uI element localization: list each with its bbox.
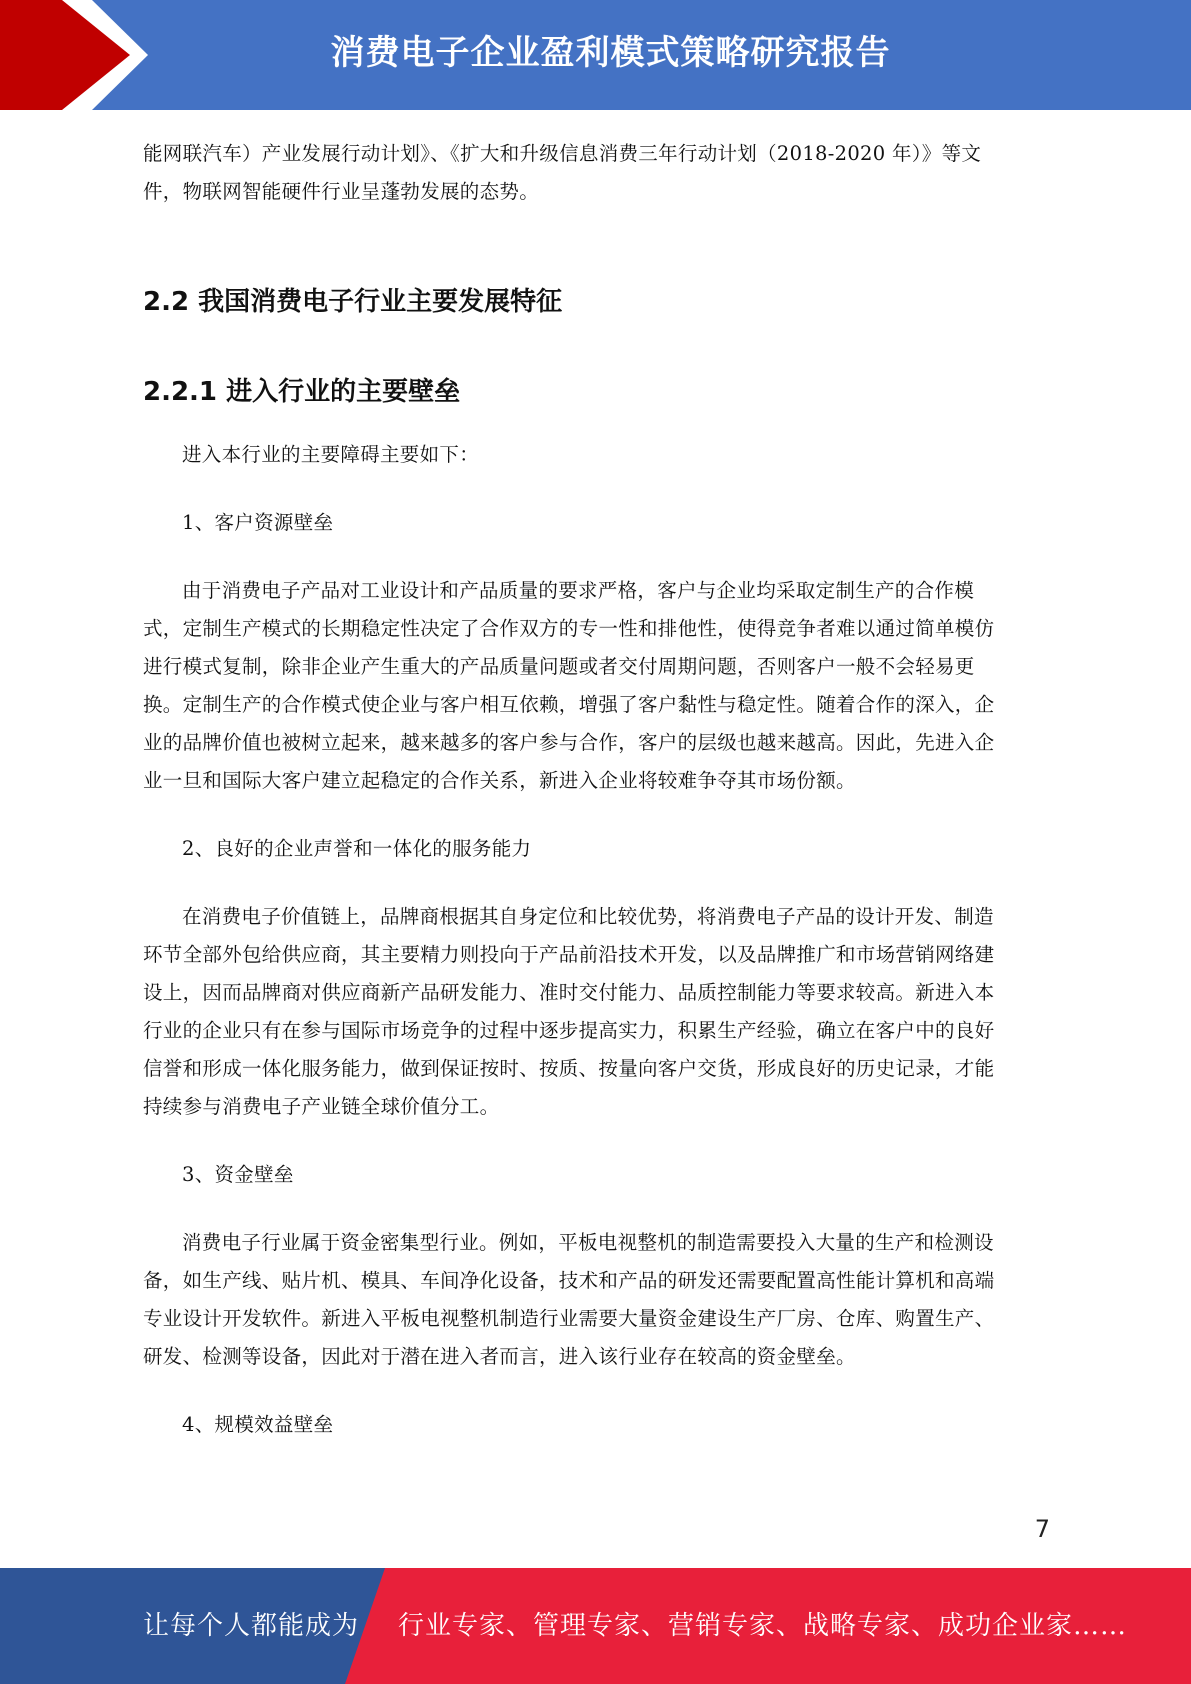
barrier-intro: 进入本行业的主要障碍主要如下： — [182, 443, 480, 466]
footer-banner — [0, 1568, 1191, 1684]
paragraph-line: 由于消费电子产品对工业设计和产品质量的要求严格，客户与企业均采取定制生产的合作模 — [182, 579, 975, 602]
item-4-title: 4、规模效益壁垒 — [182, 1413, 334, 1436]
paragraph-line: 备，如生产线、贴片机、模具、车间净化设备，技术和产品的研发还需要配置高性能计算机和高端 — [143, 1269, 995, 1292]
item-2-title: 2、良好的企业声誉和一体化的服务能力 — [182, 837, 532, 860]
item-2-paragraph — [143, 898, 1048, 1126]
paragraph-line: 行业的企业只有在参与国际市场竞争的过程中逐步提高实力，积累生产经验，确立在客户中的良好 — [143, 1019, 995, 1042]
paragraph-line: 换。定制生产的合作模式使企业与客户相互依赖，增强了客户黏性与稳定性。随着合作的深入，企 — [143, 693, 995, 716]
intro-line: 能网联汽车）产业发展行动计划》、《扩大和升级信息消费三年行动计划（2018-2020 年）》等文 — [143, 142, 982, 165]
paragraph-line: 消费电子行业属于资金密集型行业。例如，平板电视整机的制造需要投入大量的生产和检测设 — [182, 1231, 994, 1254]
item-1-title: 1、客户资源壁垒 — [182, 511, 334, 534]
paragraph-line: 进行模式复制，除非企业产生重大的产品质量问题或者交付周期问题，否则客户一般不会轻易更 — [143, 655, 975, 678]
item-3-title: 3、资金壁垒 — [182, 1163, 294, 1186]
paragraph-line: 专业设计开发软件。新进入平板电视整机制造行业需要大量资金建设生产厂房、仓库、购置生产、 — [143, 1307, 995, 1330]
intro-paragraph — [143, 135, 1048, 211]
header-banner — [0, 0, 1191, 110]
paragraph-line: 设上，因而品牌商对供应商新产品研发能力、准时交付能力、品质控制能力等要求较高。新进入本 — [143, 981, 995, 1004]
paragraph-line: 持续参与消费电子产业链全球价值分工。 — [143, 1095, 500, 1118]
paragraph-line: 在消费电子价值链上，品牌商根据其自身定位和比较优势，将消费电子产品的设计开发、制造 — [182, 905, 994, 928]
intro-line: 件，物联网智能硬件行业呈蓬勃发展的态势。 — [143, 180, 540, 203]
subsection-heading: 2.2.1 进入行业的主要壁垒 — [143, 377, 461, 407]
page-content — [143, 135, 1048, 1444]
item-3-paragraph — [143, 1224, 1048, 1376]
page-number: 7 — [1034, 1515, 1050, 1543]
paragraph-line: 业的品牌价值也被树立起来，越来越多的客户参与合作，客户的层级也越来越高。因此，先进入企 — [143, 731, 995, 754]
paragraph-line: 业一旦和国际大客户建立起稳定的合作关系，新进入企业将较难争夺其市场份额。 — [143, 769, 856, 792]
footer-slogan-left: 让每个人都能成为 — [143, 1611, 360, 1641]
item-1-paragraph — [143, 572, 1048, 800]
report-title: 消费电子企业盈利模式策略研究报告 — [330, 33, 891, 73]
section-heading: 2.2 我国消费电子行业主要发展特征 — [143, 287, 563, 317]
paragraph-line: 信誉和形成一体化服务能力，做到保证按时、按质、按量向客户交货，形成良好的历史记录，才能 — [143, 1057, 995, 1080]
paragraph-line: 式，定制生产模式的长期稳定性决定了合作双方的专一性和排他性，使得竞争者难以通过简单模仿 — [143, 617, 995, 640]
paragraph-line: 研发、检测等设备，因此对于潜在进入者而言，进入该行业存在较高的资金壁垒。 — [143, 1345, 856, 1368]
paragraph-line: 环节全部外包给供应商，其主要精力则投向于产品前沿技术开发，以及品牌推广和市场营销网络建 — [143, 943, 995, 966]
footer-slogan-right: 行业专家、管理专家、营销专家、战略专家、成功企业家…… — [398, 1611, 1128, 1641]
